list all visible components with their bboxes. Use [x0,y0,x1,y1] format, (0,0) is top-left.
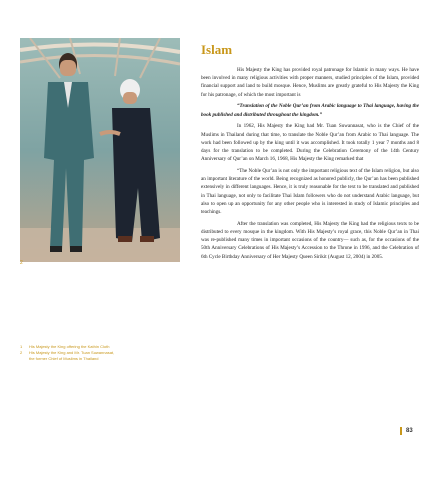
caption-number: 2 [20,350,23,355]
page-number: 83 [400,427,413,435]
caption-number: 1 [20,344,23,349]
historical-photo [20,38,180,262]
paragraph: In 1962, His Majesty the King had Mr. Tuan Suwannasat, who is the Chief of the Muslims in Thailand during that time, to translate the Noble Qur’an from Arabic to Thai language. The work had been followed up by the king until it was accomplished. It took totally 1 year 7 months and 8 days for the translation to be completed. During the Celebration Ceremony of the 14th Century Anniversary of Qur’an on March 16, 1968, His Majesty the King remarked that [201,123,419,163]
caption-text: His Majesty the King and Mr. Tuan Suwannasat, [29,350,115,355]
caption-text: the former Chief of Muslims in Thailand [29,356,99,361]
figure-marker: 2 [20,260,23,266]
caption-item [20,356,190,362]
figure-captions [20,344,190,362]
article-body [201,66,419,264]
caption-number [20,356,29,362]
photo-illustration [20,38,180,262]
page-title: Islam [201,42,233,57]
caption-text: His Majesty the King offering the Kathin Cloth [29,344,110,349]
paragraph: His Majesty the King has provided royal patronage for Islamic in many ways. He have been involved in many religious activities with proper manners, studied principles of the Islam, provided financial support and land to build mosque. Hence, Muslims are greatly grateful to His Majesty the King for his patronage, of which the most important is [201,67,419,98]
quote-paragraph: “Translation of the Noble Qur’an from Arabic language to Thai language, having the book published and distributed throughout the kingdom.” [201,103,419,118]
paragraph: After the translation was completed, His Majesty the King had the religious texts to be distributed to every mosque in the kingdom. With His Majesty’s royal grace, this Noble Qur’an in Thai was re-published many times in important occasions of the country— such as, for the occasions of the 50th Anniversary Celebrations of His Majesty’s Accession to the Throne in 1996, and the Celebration of 6th Cycle Birthday Anniversary of Her Majesty Queen Sirikit (August 12, 2004) in 2005. [201,220,419,260]
quote-paragraph: “The Noble Qur’an is not only the important religious text of the Islam religion, but also an important literature of the world. Being recognized as honored publicly, the Qur’an has been published extensively in different languages. Hence, it is truly reasonable for the text to be translated and published in Thai language, not only to facilitate Thai Islam followers who do not understand Arabic language, but also to open up an opportunity for any other people who is interested in study of Islamic principles and teachings. [201,168,419,216]
